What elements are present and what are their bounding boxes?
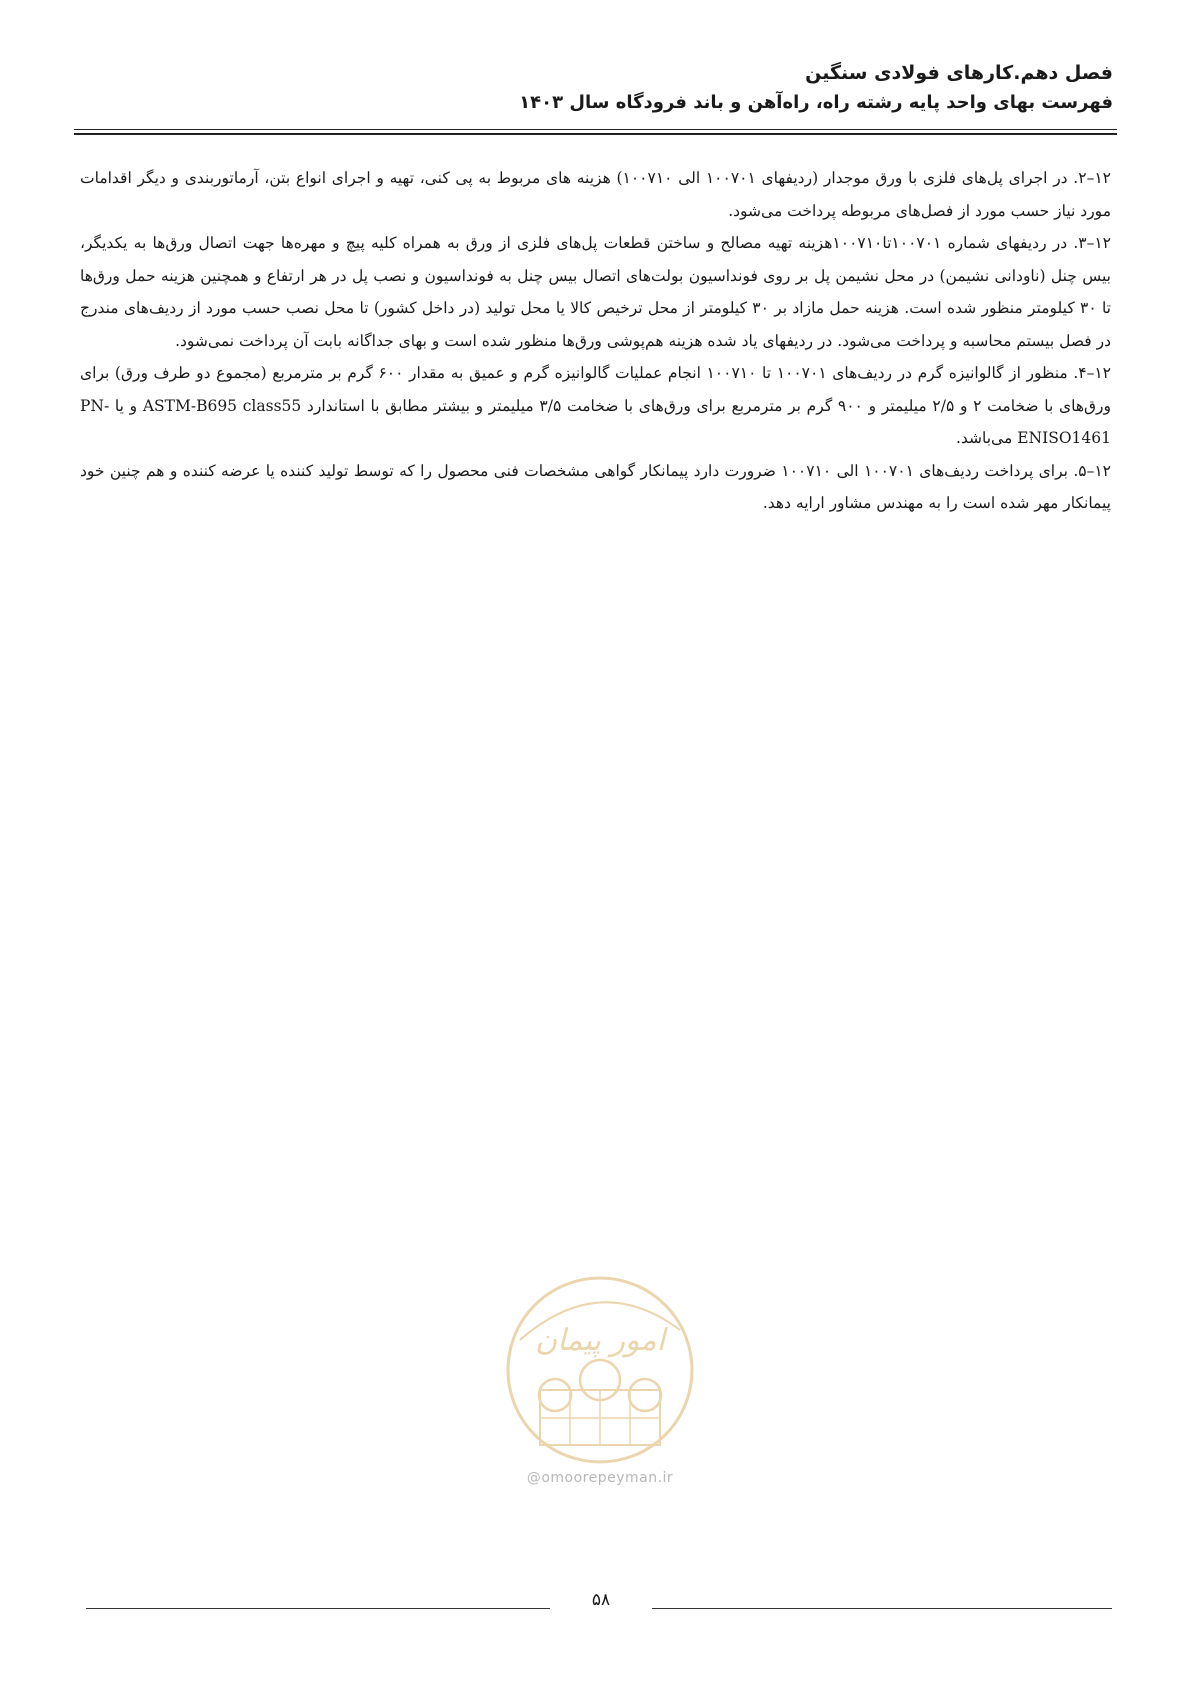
document-subtitle: فهرست بهای واحد پایه رشته راه، راه‌آهن و باند فرودگاه سال ۱۴۰۳ xyxy=(519,92,1113,113)
paragraph-12-5: ۱۲–۵. برای پرداخت ردیف‌های ۱۰۰۷۰۱ الی ۱۰۰۷۱۰ ضرورت دارد پیمانکار گواهی مشخصات فنی محصول را که توسط تولید کننده یا عرضه کننده و هم چنین خود پیمانکار مهر شده است را به مهندس مشاور ارایه دهد. xyxy=(80,461,1112,512)
paragraph-12-3: ۱۲–۳. در ردیفهای شماره ۱۰۰۷۰۱تا۱۰۰۷۱۰هزینه تهیه مصالح و ساختن قطعات پل‌های فلزی از ورق به همراه کلیه پیچ و مهره‌ها جهت اتصال ورق‌ها به یکدیگر، بیس چنل (ناودانی نشیمن) در محل نشیمن پل بر روی فونداسیون بولت‌های اتصال بیس چنل به فونداسیون و نصب پل در هر ارتفاع و همچنین هزینه حمل ورق‌ها تا ۳۰ کیلومتر منظور شده است. هزینه حمل مازاد بر ۳۰ کیلومتر از محل ترخیص کالا یا محل تولید (در داخل کشور) تا محل نصب حسب مورد از ردیف‌های مندرج در فصل بیستم محاسبه و پرداخت می‌شود. در ردیفهای یاد شده هزینه هم‌پوشی ورق‌ها منظور شده است و بهای جداگانه بابت آن پرداخت نمی‌شود. xyxy=(80,234,1112,350)
watermark-gear-right xyxy=(629,1379,661,1411)
standard-astm: ASTM-B695 class55 xyxy=(142,396,302,415)
paragraph-12-2: ۱۲–۲. در اجرای پل‌های فلزی با ورق موجدار (ردیفهای ۱۰۰۷۰۱ الی ۱۰۰۷۱۰) هزینه های مربوط به پی کنی، تهیه و اجرای انواع بتن، آرماتوربندی و دیگر اقدامات مورد نیاز حسب مورد از فصل‌های مربوطه پرداخت می‌شود. xyxy=(80,169,1111,220)
standard-pn-eniso: PN-ENISO1461 xyxy=(80,396,1111,447)
paragraph-12-4-text-before: ۱۲–۴. منظور از گالوانیزه گرم در ردیف‌های ۱۰۰۷۰۱ تا ۱۰۰۷۱۰ انجام عملیات گالوانیزه گرم و عمیق به مقدار ۶۰۰ گرم بر مترمربع (مجموع دو طرف ورق) برای ورق‌های با ضخامت ۲ و ۲/۵ میلیمتر و ۹۰۰ گرم بر مترمربع برای ورق‌های با ضخامت ۳/۵ میلیمتر و بیشتر مطابق با استاندارد xyxy=(80,364,1112,415)
watermark-logo xyxy=(500,1270,700,1470)
main-content xyxy=(80,162,1111,520)
header-rule-thick xyxy=(74,133,1117,135)
paragraph-12-4-text-after: می‌باشد. xyxy=(955,429,1018,447)
watermark-site: @omoorepeyman.ir xyxy=(526,1470,674,1486)
header-rule-thin xyxy=(74,129,1117,130)
page-header xyxy=(78,58,1113,118)
paragraph-12-4 xyxy=(80,357,1111,455)
watermark-gear-left xyxy=(539,1379,571,1411)
paragraph-12-4-text-middle: و یا xyxy=(109,396,143,415)
footer-rule-left xyxy=(86,1608,550,1609)
page-number: ۵۸ xyxy=(591,1590,611,1610)
watermark-logo-text: امور پیمان xyxy=(535,1323,665,1358)
footer-rule-right xyxy=(652,1608,1112,1609)
chapter-title: فصل دهم.کارهای فولادی سنگین xyxy=(805,62,1113,84)
